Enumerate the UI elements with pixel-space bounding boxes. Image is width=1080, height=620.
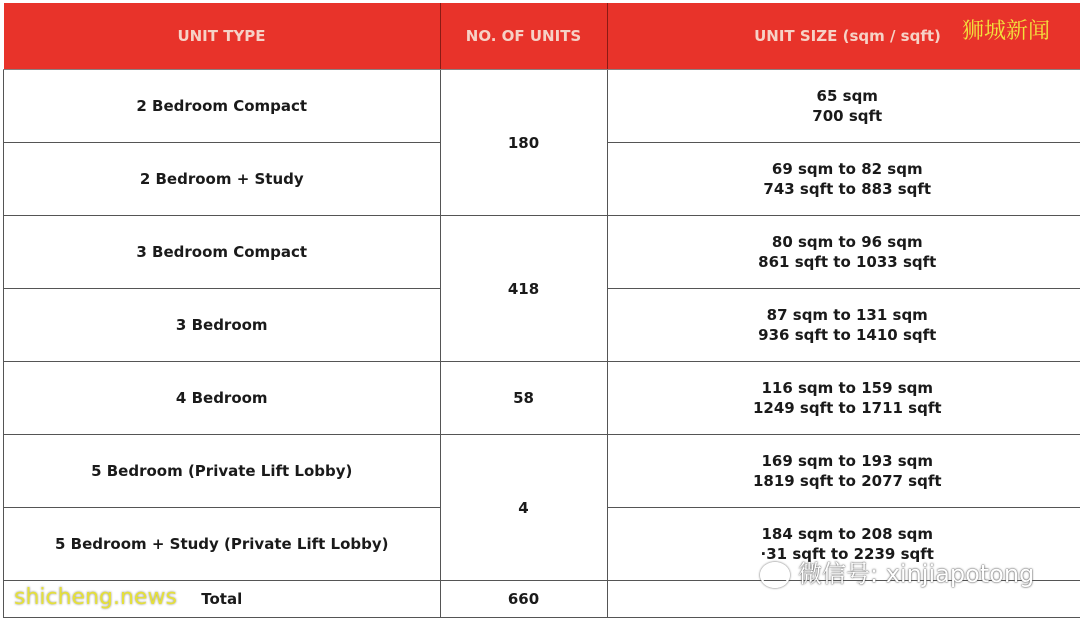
header-unit-type: UNIT TYPE	[4, 3, 441, 70]
table-row	[4, 435, 1080, 508]
unit-size-cell	[607, 289, 1080, 362]
units-cell: 4	[440, 435, 607, 581]
brand-watermark: 狮城新闻	[962, 19, 1051, 44]
size-sqm: 65 sqm	[816, 87, 878, 105]
size-sqm: 80 sqm to 96 sqm	[771, 233, 923, 251]
unit-size-cell	[607, 143, 1080, 216]
size-sqft: 861 sqft to 1033 sqft	[758, 253, 937, 271]
size-sqm: 69 sqm to 82 sqm	[771, 160, 923, 178]
size-sqft: 743 sqft to 883 sqft	[763, 180, 932, 198]
size-sqft: 1249 sqft to 1711 sqft	[752, 399, 942, 417]
size-sqm: 116 sqm to 159 sqm	[761, 379, 934, 397]
size-sqm: 184 sqm to 208 sqm	[761, 525, 934, 543]
header-unit-size: UNIT SIZE (sqm / sqft)	[607, 3, 1080, 70]
table-row	[4, 70, 1080, 143]
total-units: 660	[440, 581, 607, 618]
unit-type-cell: 2 Bedroom Compact	[4, 70, 441, 143]
size-sqft: 700 sqft	[812, 107, 883, 125]
table-row	[4, 362, 1080, 435]
unit-type-cell: 3 Bedroom Compact	[4, 216, 441, 289]
unit-type-cell: 5 Bedroom + Study (Private Lift Lobby)	[4, 508, 441, 581]
header-row	[4, 3, 1080, 70]
unit-type-cell: 3 Bedroom	[4, 289, 441, 362]
size-sqm: 169 sqm to 193 sqm	[761, 452, 934, 470]
wechat-watermark	[760, 554, 1034, 589]
unit-size-cell	[607, 70, 1080, 143]
unit-type-cell: 2 Bedroom + Study	[4, 143, 441, 216]
size-sqft: ·31 sqft to 2239 sqft	[760, 545, 934, 563]
wechat-id: 微信号: xinjiapotong	[798, 560, 1035, 588]
size-sqm: 87 sqm to 131 sqm	[766, 306, 928, 324]
unit-mix-table	[3, 3, 1080, 618]
header-no-of-units: NO. OF UNITS	[440, 3, 607, 70]
units-cell: 58	[440, 362, 607, 435]
table-row	[4, 216, 1080, 289]
unit-size-cell	[607, 362, 1080, 435]
unit-size-cell	[607, 435, 1080, 508]
total-label: Total	[4, 581, 441, 618]
size-sqft: 1819 sqft to 2077 sqft	[752, 472, 942, 490]
unit-size-cell	[607, 216, 1080, 289]
site-watermark: shicheng.news	[14, 585, 177, 610]
wechat-icon	[760, 562, 790, 588]
size-sqft: 936 sqft to 1410 sqft	[758, 326, 937, 344]
units-cell: 418	[440, 216, 607, 362]
unit-type-cell: 5 Bedroom (Private Lift Lobby)	[4, 435, 441, 508]
unit-type-cell: 4 Bedroom	[4, 362, 441, 435]
units-cell: 180	[440, 70, 607, 216]
